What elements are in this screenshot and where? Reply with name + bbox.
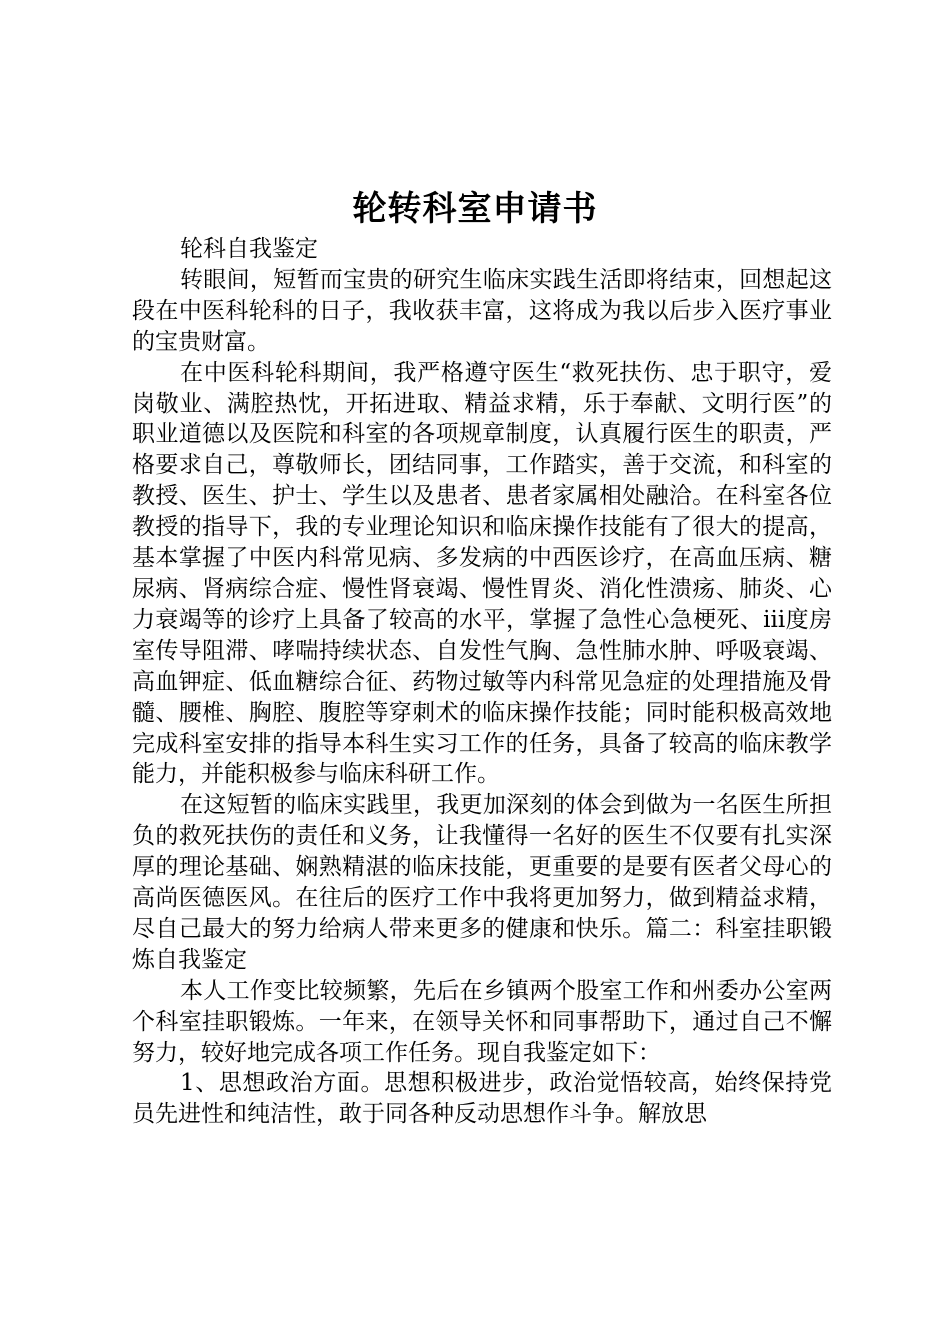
paragraph: 转眼间，短暂而宝贵的研究生临床实践生活即将结束，回想起这段在中医科轮科的日子，我收获丰富，这将成为我以后步入医疗事业的宝贵财富。 — [132, 266, 832, 355]
paragraph-subtitle: 轮科自我鉴定 — [180, 236, 318, 262]
paragraph: 本人工作变比较频繁，先后在乡镇两个股室工作和州委办公室两个科室挂职锻炼。一年来，在领导关怀和同事帮助下，通过自己不懈努力，较好地完成各项工作任务。现自我鉴定如下： — [132, 977, 832, 1066]
paragraph: 1、思想政治方面。思想积极进步，政治觉悟较高，始终保持党员先进性和纯洁性，敢于同各种反动思想作斗争。解放思 — [132, 1070, 832, 1128]
document-title: 轮转科室申请书 — [352, 189, 598, 229]
paragraph: 在中医科轮科期间，我严格遵守医生“救死扶伤、忠于职守，爱岗敬业、满腔热忱，开拓进取、精益求精，乐于奉献、文明行医”的职业道德以及医院和科室的各项规章制度，认真履行医生的职责，严格要求自己，尊敬师长，团结同事，工作踏实，善于交流，和科室的教授、医生、护士、学生以及患者、患者家属相处融洽。在科室各位教授的指导下，我的专业理论知识和临床操作技能有了很大的提高，基本掌握了中医内科常见病、多发病的中西医诊疗，在高血压病、糖尿病、肾病综合症、慢性肾衰竭、慢性胃炎、消化性溃疡、肺炎、心力衰竭等的诊疗上具备了较高的水平，掌握了急性心急梗死、iii度房室传导阻滞、哮喘持续状态、自发性气胸、急性肺水肿、呼吸衰竭、高血钾症、低血糖综合征、药物过敏等内科常见急症的处理措施及骨髓、腰椎、胸腔、腹腔等穿刺术的临床操作技能；同时能积极高效地完成科室安排的指导本科生实习工作的任务，具备了较高的临床教学能力，并能积极参与临床科研工作。 — [132, 359, 832, 788]
paragraph: 在这短暂的临床实践里，我更加深刻的体会到做为一名医生所担负的救死扶伤的责任和义务，让我懂得一名好的医生不仅要有扎实深厚的理论基础、娴熟精湛的临床技能，更重要的是要有医者父母心的高尚医德医风。在往后的医疗工作中我将更加努力，做到精益求精，尽自己最大的努力给病人带来更多的健康和快乐。篇二：科室挂职锻炼自我鉴定 — [132, 792, 832, 973]
document-body — [132, 234, 832, 1130]
